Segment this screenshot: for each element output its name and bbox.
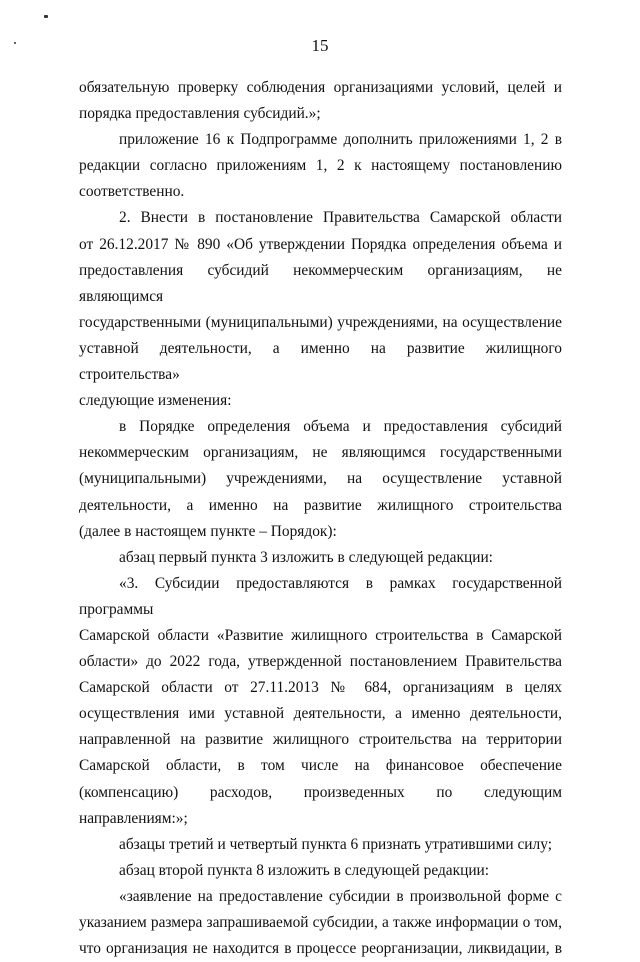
- text-line: государственными (муниципальными) учреждениями, на осуществление: [79, 313, 562, 331]
- text-line: порядка предоставления субсидий.»;: [79, 105, 321, 123]
- text-line: редакции согласно приложениям 1, 2 к настоящему постановлению: [79, 157, 562, 175]
- text-line: области» до 2022 года, утвержденной постановлением Правительства: [79, 653, 562, 671]
- text-line: абзац второй пункта 8 изложить в следующей редакции:: [119, 861, 490, 879]
- text-line: от 26.12.2017 № 890 «Об утверждении Порядка определения объема и: [79, 235, 562, 253]
- text-line: Самарской области «Развитие жилищного строительства в Самарской: [79, 626, 562, 644]
- text-line: (муниципальными) учреждениями, на осуществление уставной: [79, 470, 562, 488]
- document-body: [79, 75, 562, 962]
- page-number: 15: [311, 36, 329, 55]
- text-line: Самарской области, в том числе на финансовое обеспечение: [79, 757, 562, 775]
- text-line: «заявление на предоставление субсидии в произвольной форме с: [119, 887, 562, 905]
- text-line: соответственно.: [79, 183, 185, 201]
- text-line: «3. Субсидии предоставляются в рамках государственной программы: [79, 574, 562, 618]
- text-line: следующие изменения:: [79, 392, 232, 410]
- text-line: уставной деятельности, а именно на развитие жилищного строительства»: [79, 339, 562, 384]
- text-line: направленной на развитие жилищного строительства на территории: [79, 731, 562, 749]
- text-line: 2. Внести в постановление Правительства Самарской области: [119, 209, 562, 227]
- text-line: обязательную проверку соблюдения организациями условий, целей и: [79, 79, 562, 96]
- text-line: приложение 16 к Подпрограмме дополнить приложениями 1, 2 в: [119, 131, 562, 149]
- text-line: (компенсацию) расходов, произведенных по следующим направлениям:»;: [79, 783, 562, 827]
- text-line: что организация не находится в процессе реорганизации, ликвидации, в: [79, 940, 562, 958]
- text-line: некоммерческим организациям, не являющимся государственными: [79, 444, 562, 462]
- text-line: указанием размера запрашиваемой субсидии, а также информации о том,: [79, 914, 562, 931]
- text-line: предоставления субсидий некоммерческим организациям, не являющимся: [79, 261, 562, 305]
- text-line: (далее в настоящем пункте – Порядок):: [79, 522, 337, 540]
- scan-speck: [44, 15, 48, 18]
- text-line: деятельности, а именно на развитие жилищного строительства: [79, 496, 562, 514]
- text-line: осуществления ими уставной деятельности, а именно деятельности,: [79, 705, 562, 723]
- text-line: абзац первый пункта 3 изложить в следующей редакции:: [119, 548, 493, 566]
- text-line: в Порядке определения объема и предоставления субсидий: [119, 418, 562, 436]
- text-line: абзацы третий и четвертый пункта 6 признать утратившими силу;: [119, 835, 552, 853]
- text-line: Самарской области от 27.11.2013 № 684, организациям в целях: [79, 679, 562, 697]
